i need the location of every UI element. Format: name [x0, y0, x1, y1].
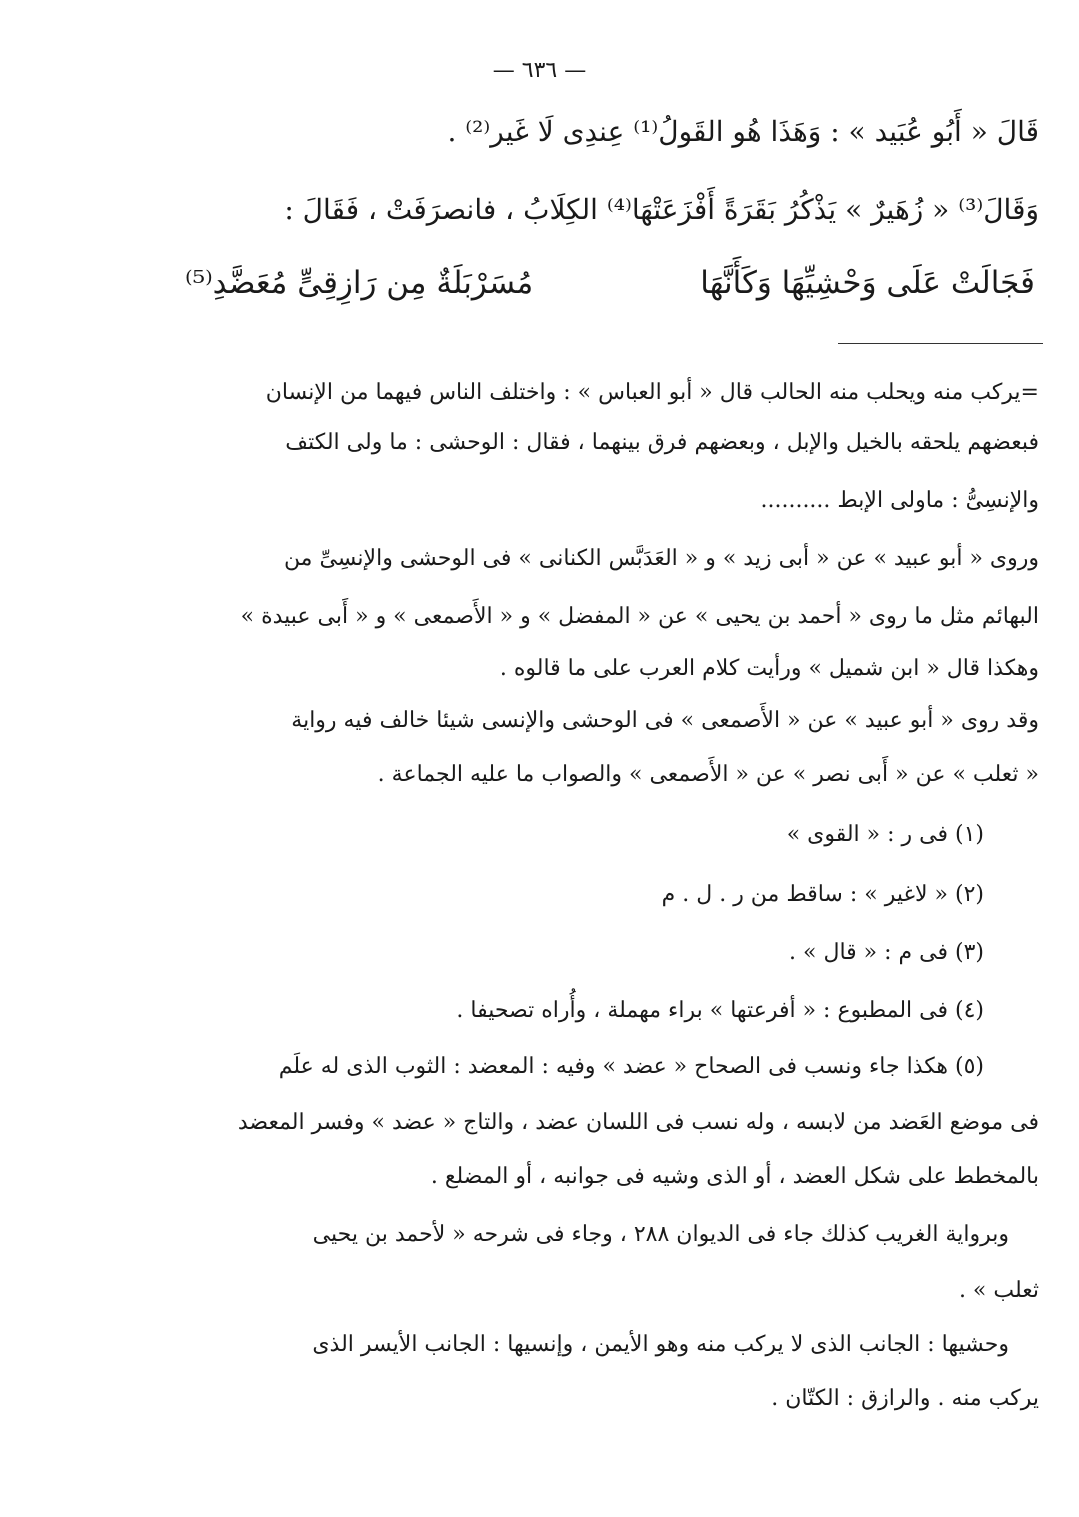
footnote-line-1: =يركب منه ويحلب منه الحالب قال « أبو العباس » : واختلف الناس فيهما من الإنسان — [265, 380, 1039, 405]
footnote-5-line-6: وحشيها : الجانب الذى لا يركب منه وهو الأيمن ، وإنسيها : الجانب الأيسر الذى — [312, 1332, 1009, 1357]
footnote-4: (٤) فى المطبوع : « أفرعتها » براء مهملة ، وأُراه تصحيفا . — [456, 998, 984, 1023]
footnote-line-8: « ثعلب » عن « أَبى نصر » عن « الأَصمعى » والصواب ما عليه الجماعة . — [377, 762, 1039, 787]
main-text-line-2: وَقَالَ⁽³⁾ « زُهَيرٌ » يَذْكُرُ بَقَرَةً أَفْزَعَتْهَا⁽⁴⁾ الكِلَابُ ، فانصرَفَتْ ، فَقَالَ : — [284, 193, 1039, 226]
footnote-5-line-4: وبرواية الغريب كذلك جاء فى الديوان ٢٨٨ ، وجاء فى شرحه « لأحمد بن يحيى — [312, 1222, 1009, 1247]
footnote-divider — [838, 343, 1043, 344]
footnote-line-5: البهائم مثل ما روى « أحمد بن يحيى » عن « المفضل » و « الأَصمعى » و « أَبى عبيدة » — [240, 604, 1039, 629]
page-number: — ٦٣٦ — — [492, 58, 587, 83]
poetry-verse — [185, 255, 1035, 315]
footnote-5-line-2: فى موضع العَضد من لابسه ، وله نسب فى اللسان عضد ، والتاج « عضد » وفسر المعضد — [237, 1110, 1039, 1135]
main-text-line-1: قَالَ « أَبُو عُبَيد » : وَهَذَا هُو القَولُ⁽¹⁾ عِندِى لَا غَير⁽²⁾ . — [447, 115, 1039, 148]
footnote-3: (٣) فى م : « قال » . — [789, 940, 984, 965]
footnote-line-2: فبعضهم يلحقه بالخيل والإبل ، وبعضهم فرق بينهما ، فقال : الوحشى : ما ولى الكتف — [285, 430, 1039, 455]
footnote-1: (١) فى ر : « القوى » — [786, 822, 984, 847]
footnote-5-line-1: (٥) هكذا جاء ونسب فى الصحاح « عضد » وفيه : المعضد : الثوب الذى له علَم — [278, 1054, 984, 1079]
verse-second-hemistich: مُسَرْبَلَةٌ مِن رَازِقِىٍّ مُعَضَّدِ⁽⁵⁾ — [185, 265, 534, 301]
footnote-5-line-3: بالمخطط على شكل العضد ، أو الذى وشيه فى جوانبه ، أو المضلع . — [430, 1164, 1039, 1189]
footnote-line-7: وقد روى « أبو عبيد » عن « الأَصمعى » فى الوحشى والإنسى شيئا خالف فيه رواية — [291, 708, 1039, 733]
verse-first-hemistich: فَجَالَتْ عَلَى وَحْشِيِّهَا وَكَأَنَّهَا — [700, 265, 1035, 301]
footnote-2: (٢) « لاغير » : ساقط من ر . ل . م — [661, 882, 984, 907]
footnote-line-3: والإنسِىُّ : ماولى الإبط .......... — [760, 488, 1039, 513]
footnote-5-line-5: ثعلب » . — [958, 1278, 1039, 1303]
footnote-line-4: وروى « أبو عبيد » عن « أبى زيد » و « العَدَبَّس الكنانى » فى الوحشى والإنسِىِّ من — [283, 546, 1039, 571]
footnote-line-6: وهكذا قال « ابن شميل » ورأيت كلام العرب على ما قالوه . — [499, 656, 1039, 681]
footnote-5-line-7: يركب منه . والرازق : الكتّان . — [771, 1386, 1039, 1411]
